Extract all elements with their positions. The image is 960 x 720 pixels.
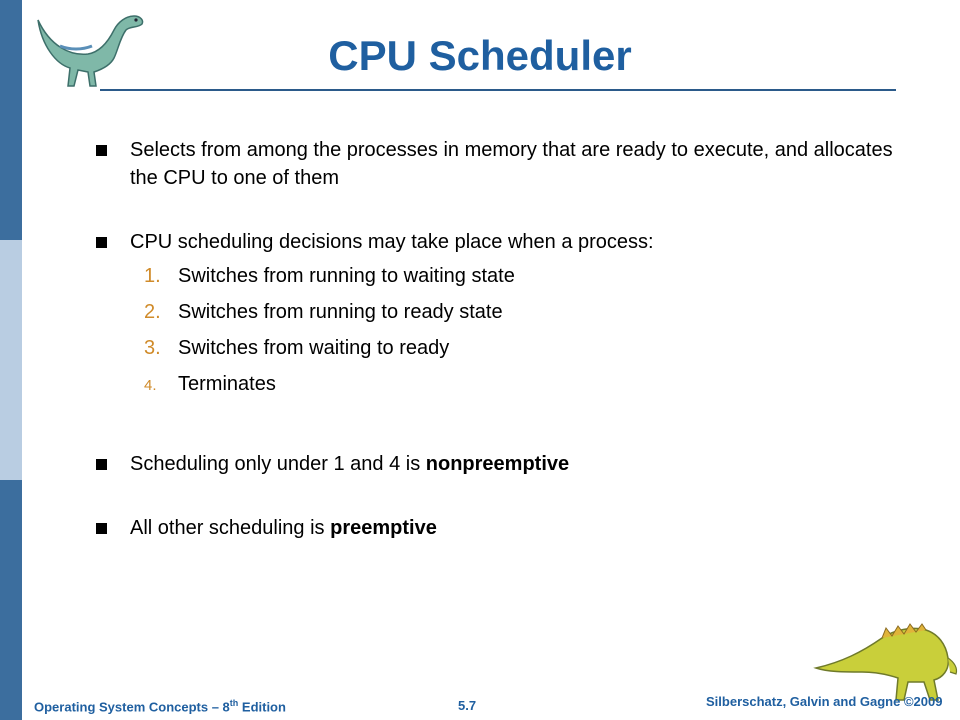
numbered-item [96, 334, 916, 362]
item-text: Switches from running to ready state [178, 301, 503, 323]
stripe-segment-middle [0, 240, 22, 480]
item-number: 3. [144, 337, 161, 359]
bullet-text: Scheduling only under 1 and 4 is [130, 453, 426, 475]
item-number: 4. [144, 377, 157, 394]
bullet-text: Selects from among the processes in memory that are ready to execute, and allocates the CPU to one of them [130, 139, 893, 189]
item-number: 2. [144, 301, 161, 323]
stripe-segment-bottom [0, 480, 22, 720]
numbered-item [96, 262, 916, 290]
slide-content [96, 136, 916, 542]
footer-page-number: 5.7 [458, 698, 477, 713]
dinosaur-logo-bottom-icon [812, 616, 960, 704]
bullet-text: CPU scheduling decisions may take place when a process: [130, 231, 654, 253]
slide-title: CPU Scheduler [328, 32, 632, 79]
item-number: 1. [144, 265, 161, 287]
square-bullet-icon [96, 523, 107, 534]
bullet-emphasis: nonpreemptive [425, 453, 570, 475]
square-bullet-icon [96, 459, 107, 470]
square-bullet-icon [96, 237, 107, 248]
numbered-item [96, 370, 916, 398]
footer-book-pre: Operating System Concepts – 8 [34, 699, 230, 715]
numbered-list [96, 262, 916, 398]
bullet-item [96, 136, 916, 192]
item-text: Terminates [178, 373, 276, 395]
bullet-emphasis: preemptive [330, 517, 437, 539]
bullet-item [96, 228, 916, 256]
bullet-text: All other scheduling is [130, 517, 331, 539]
footer-book-sup: th [229, 698, 239, 708]
square-bullet-icon [96, 145, 107, 156]
left-stripe [0, 0, 22, 720]
footer-book-post: Edition [238, 699, 286, 715]
footer-book-title [34, 698, 286, 714]
numbered-item [96, 298, 916, 326]
bullet-item [96, 514, 916, 542]
title-divider [100, 89, 896, 91]
item-text: Switches from waiting to ready [178, 337, 450, 359]
item-text: Switches from running to waiting state [178, 265, 515, 287]
bullet-item [96, 450, 916, 478]
footer-authors: Silberschatz, Galvin and Gagne ©2009 [706, 694, 943, 709]
